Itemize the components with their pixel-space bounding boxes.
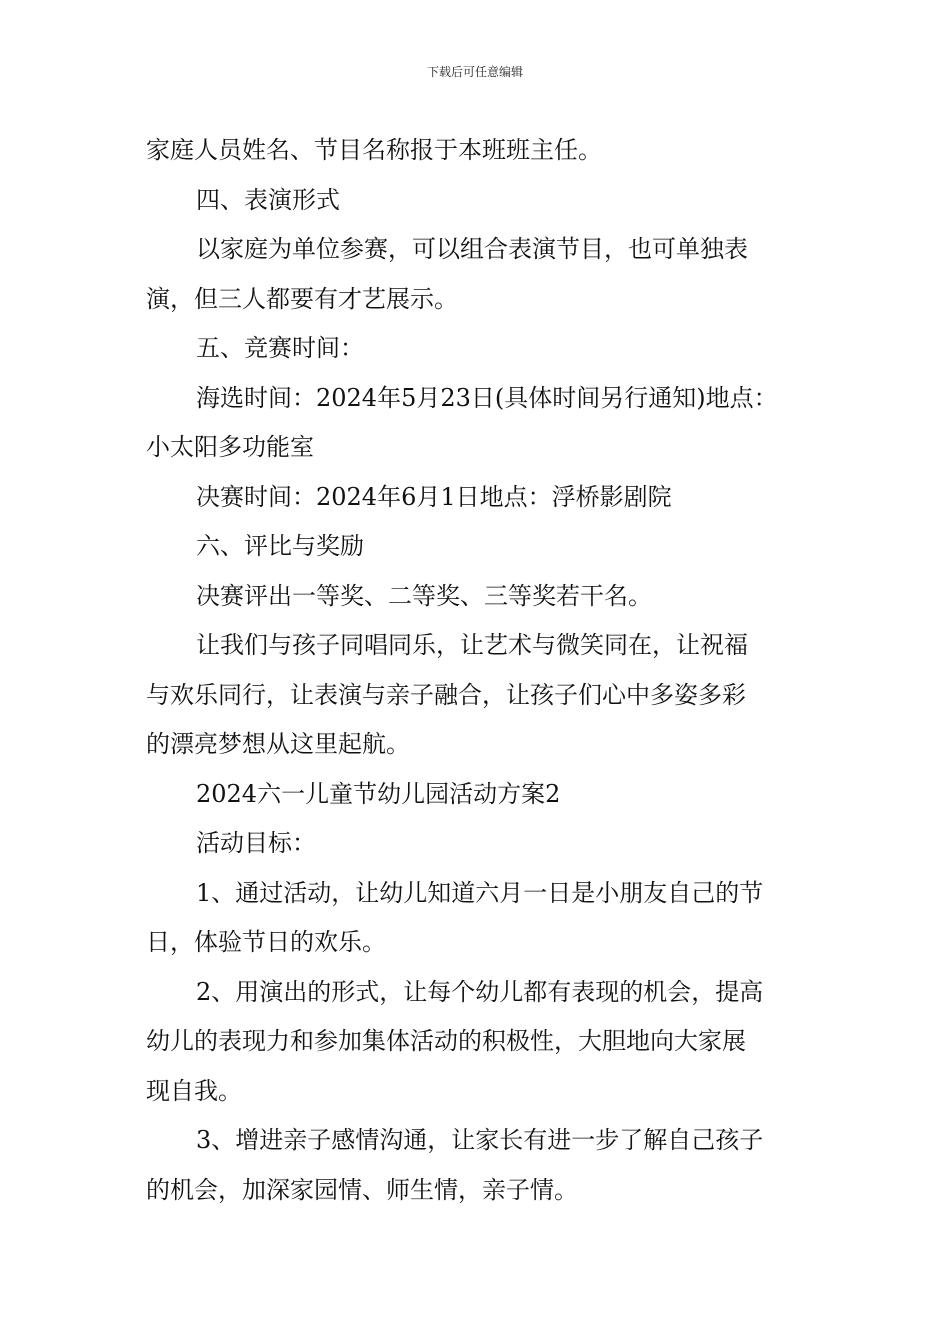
section-heading: 五、竞赛时间： xyxy=(196,334,364,362)
text-line: 演，但三人都要有才艺展示。 xyxy=(146,284,458,313)
plan-title: 2024六一儿童节幼儿园活动方案2 xyxy=(196,779,561,808)
document-body xyxy=(146,126,810,1215)
text-line: 3、增进亲子感情沟通，让家长有进一步了解自己孩子 xyxy=(196,1126,764,1154)
text-line: 日，体验节日的欢乐。 xyxy=(146,928,386,956)
text-line: 以家庭为单位参赛，可以组合表演节目，也可单独表 xyxy=(196,235,748,263)
text-line: 幼儿的表现力和参加集体活动的积极性，大胆地向大家展 xyxy=(146,1027,746,1055)
text-line: 小太阳多功能室 xyxy=(146,433,314,461)
text-line: 1、通过活动，让幼儿知道六月一日是小朋友自己的节 xyxy=(196,878,764,907)
text-line: 的漂亮梦想从这里起航。 xyxy=(146,730,410,758)
text-line: 2、用演出的形式，让每个幼儿都有表现的机会，提高 xyxy=(196,977,764,1006)
text-line: 与欢乐同行，让表演与亲子融合，让孩子们心中多姿多彩 xyxy=(146,680,746,709)
section-heading: 六、评比与奖励 xyxy=(196,532,364,560)
text-line: 家庭人员姓名、节目名称报于本班班主任。 xyxy=(146,136,602,164)
page-header: 下载后可任意编辑 xyxy=(426,65,523,79)
text-line: 让我们与孩子同唱同乐，让艺术与微笑同在，让祝福 xyxy=(196,631,748,659)
section-heading: 四、表演形式 xyxy=(196,185,340,214)
text-line: 决赛评出一等奖、二等奖、三等奖若干名。 xyxy=(196,581,652,610)
section-heading: 活动目标： xyxy=(196,829,316,857)
text-line: 的机会，加深家园情、师生情，亲子情。 xyxy=(146,1175,578,1204)
text-line: 现自我。 xyxy=(146,1076,242,1105)
text-line: 决赛时间：2024年6月1日地点：浮桥影剧院 xyxy=(196,482,672,511)
text-line: 海选时间：2024年5月23日(具体时间另行通知)地点： xyxy=(196,383,778,412)
